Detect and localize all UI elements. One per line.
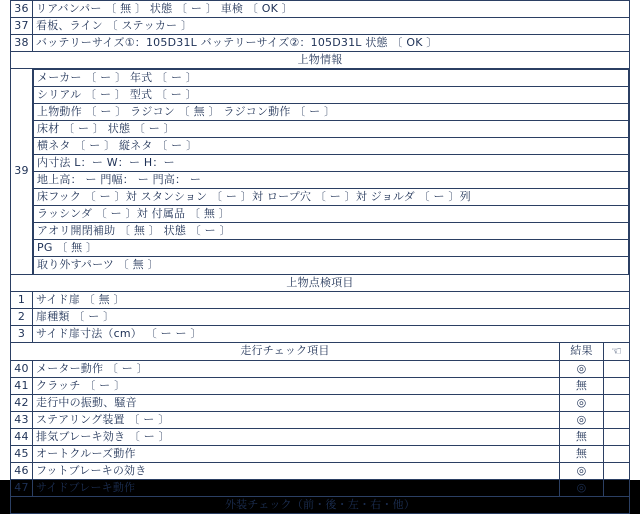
section-header-row <box>11 342 630 360</box>
row-result: 無 <box>559 377 603 394</box>
list-item <box>34 257 629 274</box>
section-title-uwamono: 上物情報 <box>11 52 630 69</box>
row-text: 扉種類 〔 ー 〕 <box>33 308 630 325</box>
row-result: 無 <box>559 428 603 445</box>
table-row <box>11 325 630 342</box>
row-number: 2 <box>11 308 33 325</box>
row-number: 44 <box>11 428 33 445</box>
row-check-cell[interactable] <box>603 411 629 428</box>
section-title-uwamono-check: 上物点検項目 <box>11 274 630 291</box>
row-result: 無 <box>559 445 603 462</box>
table-row <box>11 445 630 462</box>
uwamono-line: 床フック 〔 ー 〕対 スタンション 〔 ー 〕対 ロープ穴 〔 ー 〕対 ジョルダ 〔 ー 〕列 <box>34 189 629 206</box>
list-item <box>34 121 629 138</box>
row-text: メーター動作 〔 ー 〕 <box>33 360 560 377</box>
table-row <box>11 35 630 52</box>
row-number: 47 <box>11 479 33 496</box>
row-result: ◎ <box>559 394 603 411</box>
row-check-cell[interactable] <box>603 479 629 496</box>
row-number: 41 <box>11 377 33 394</box>
row-text: 看板、ライン 〔 ステッカー 〕 <box>33 18 630 35</box>
table-row <box>11 291 630 308</box>
list-item <box>34 155 629 172</box>
table-row <box>11 1 630 18</box>
row-text: リアバンパー 〔 無 〕 状態 〔 ー 〕 車検 〔 OK 〕 <box>33 1 630 18</box>
row-check-cell[interactable] <box>603 360 629 377</box>
uwamono-line: ラッシンダ 〔 ー 〕対 付属品 〔 無 〕 <box>34 206 629 223</box>
list-item <box>34 70 629 87</box>
table-row <box>11 479 630 496</box>
table-row <box>11 360 630 377</box>
uwamono-line: 取り外すパーツ 〔 無 〕 <box>34 257 629 274</box>
uwamono-line: 内寸法 L：ー W：ー H：ー <box>34 155 629 172</box>
section-header-row <box>11 496 630 513</box>
table-row <box>11 308 630 325</box>
table-row-uwamono <box>11 69 630 275</box>
row-result: ◎ <box>559 360 603 377</box>
row-text: 排気ブレーキ効き 〔 ー 〕 <box>33 428 560 445</box>
uwamono-details <box>33 69 630 275</box>
column-header-result: 結果 <box>559 342 603 360</box>
row-number: 39 <box>11 69 33 275</box>
table-row <box>11 428 630 445</box>
table-row <box>11 411 630 428</box>
row-number: 43 <box>11 411 33 428</box>
uwamono-line: シリアル 〔 ー 〕 型式 〔 ー 〕 <box>34 87 629 104</box>
list-item <box>34 206 629 223</box>
row-text: クラッチ 〔 ー 〕 <box>33 377 560 394</box>
row-result: ◎ <box>559 411 603 428</box>
list-item <box>34 172 629 189</box>
row-text: サイド扉 〔 無 〕 <box>33 291 630 308</box>
list-item <box>34 189 629 206</box>
list-item <box>34 104 629 121</box>
hand-pointer-icon: ☜ <box>603 342 629 360</box>
list-item <box>34 138 629 155</box>
section-header-row <box>11 52 630 69</box>
uwamono-line: PG 〔 無 〕 <box>34 240 629 257</box>
row-text: 走行中の振動、騒音 <box>33 394 560 411</box>
section-title-exterior: 外装チェック（前・後・左・右・他） <box>11 496 630 513</box>
row-result: ◎ <box>559 479 603 496</box>
section-header-row <box>11 274 630 291</box>
inspection-table <box>10 0 630 514</box>
row-check-cell[interactable] <box>603 377 629 394</box>
row-check-cell[interactable] <box>603 445 629 462</box>
uwamono-line: 地上高： ー 門幅： ー 門高： ー <box>34 172 629 189</box>
row-check-cell[interactable] <box>603 428 629 445</box>
uwamono-lines <box>33 69 629 274</box>
uwamono-line: 上物動作 〔 ー 〕 ラジコン 〔 無 〕 ラジコン動作 〔 ー 〕 <box>34 104 629 121</box>
list-item <box>34 87 629 104</box>
row-number: 37 <box>11 18 33 35</box>
row-result: ◎ <box>559 462 603 479</box>
row-number: 40 <box>11 360 33 377</box>
section-title-drive: 走行チェック項目 <box>11 342 560 360</box>
row-text: サイド扉寸法（cm） 〔 ー ー 〕 <box>33 325 630 342</box>
uwamono-line: 床材 〔 ー 〕 状態 〔 ー 〕 <box>34 121 629 138</box>
row-check-cell[interactable] <box>603 462 629 479</box>
uwamono-line: アオリ開閉補助 〔 無 〕 状態 〔 ー 〕 <box>34 223 629 240</box>
row-number: 36 <box>11 1 33 18</box>
row-text: フットブレーキの効き <box>33 462 560 479</box>
row-number: 1 <box>11 291 33 308</box>
row-number: 46 <box>11 462 33 479</box>
row-text: バッテリーサイズ①：105D31L バッテリーサイズ②：105D31L 状態 〔 OK 〕 <box>33 35 630 52</box>
table-row <box>11 394 630 411</box>
row-check-cell[interactable] <box>603 394 629 411</box>
row-text: オートクルーズ動作 <box>33 445 560 462</box>
list-item <box>34 223 629 240</box>
table-row <box>11 462 630 479</box>
table-row <box>11 377 630 394</box>
row-text: ステアリング装置 〔 ー 〕 <box>33 411 560 428</box>
row-number: 38 <box>11 35 33 52</box>
row-text: サイドブレーキ動作 <box>33 479 560 496</box>
uwamono-line: メーカー 〔 ー 〕 年式 〔 ー 〕 <box>34 70 629 87</box>
uwamono-line: 横ネタ 〔 ー 〕 縦ネタ 〔 ー 〕 <box>34 138 629 155</box>
row-number: 42 <box>11 394 33 411</box>
row-number: 3 <box>11 325 33 342</box>
table-row <box>11 18 630 35</box>
row-number: 45 <box>11 445 33 462</box>
list-item <box>34 240 629 257</box>
